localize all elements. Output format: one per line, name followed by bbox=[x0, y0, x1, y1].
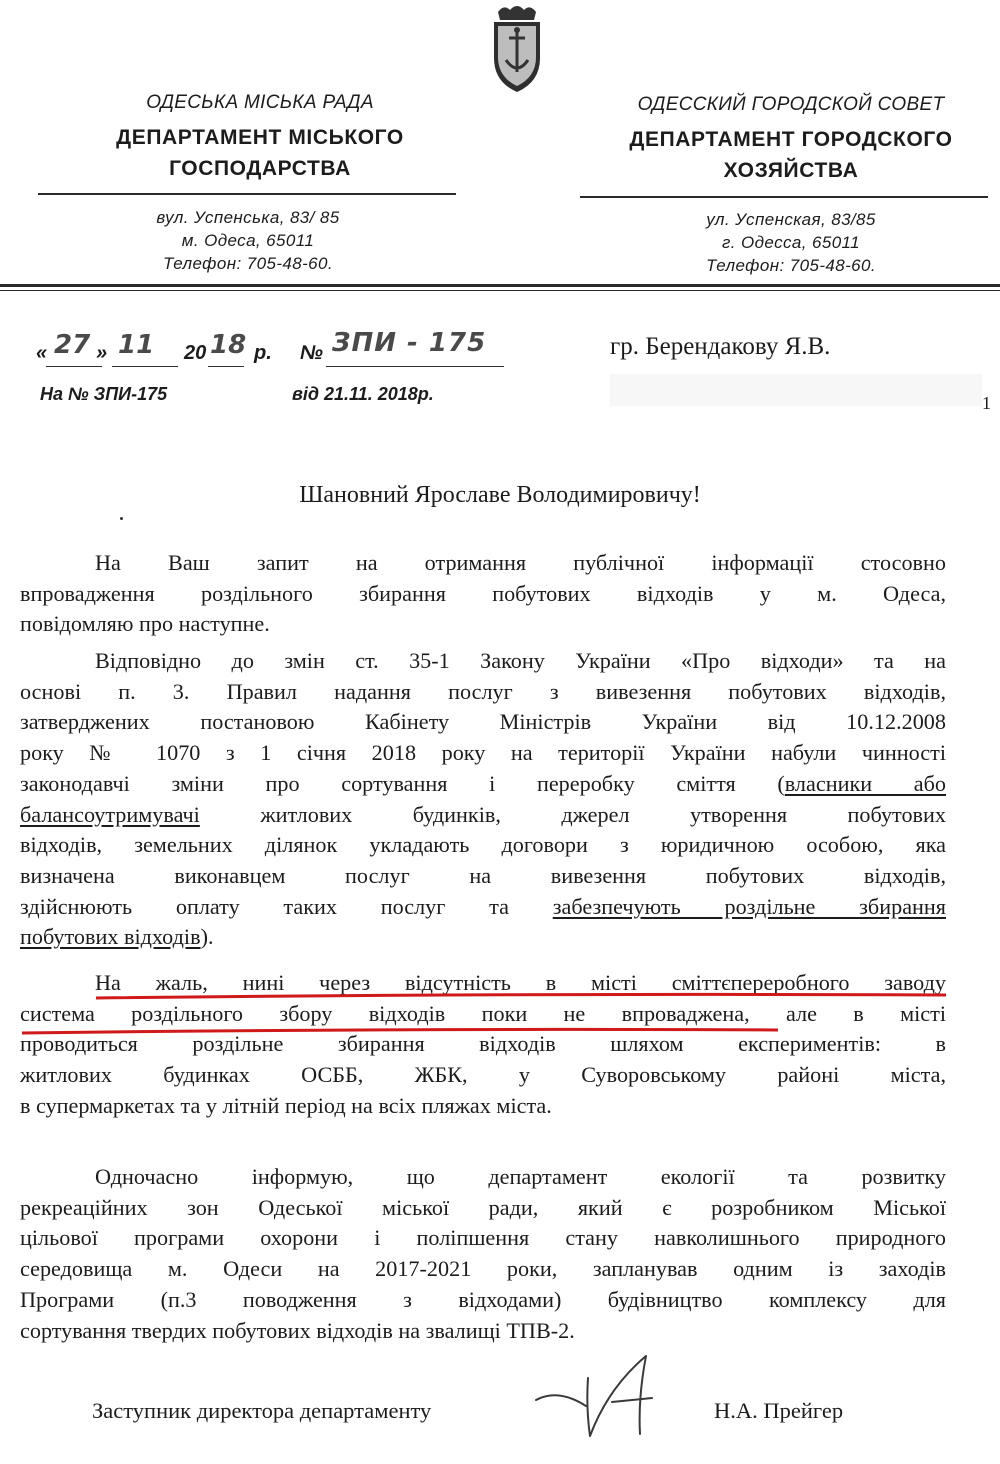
right-street: ул. Успенская, 83/85 bbox=[706, 210, 876, 229]
p2-line-6 bbox=[20, 800, 946, 831]
left-department-line2: ГОСПОДАРСТВА bbox=[169, 157, 351, 180]
p4-line-6: сортування твердих побутових відходів на звалищі ТПВ-2. bbox=[20, 1317, 575, 1343]
salutation: Шановний Ярославе Володимировичу! bbox=[299, 482, 701, 508]
right-header bbox=[596, 94, 986, 186]
paragraph-2 bbox=[20, 646, 946, 953]
date-year-handwritten: 18 bbox=[210, 330, 247, 360]
paragraph-4 bbox=[20, 1162, 946, 1346]
right-department-line1: ДЕПАРТАМЕНТ ГОРОДСКОГО bbox=[629, 128, 953, 151]
date-year-unit: р. bbox=[254, 342, 272, 364]
p4-line-4: середовища м. Одеси на 2017-2021 роки, запланував одним із заходів bbox=[20, 1256, 946, 1282]
reference-number: На № ЗПИ-175 bbox=[40, 384, 168, 404]
coat-of-arms-emblem bbox=[484, 2, 550, 94]
reference-line bbox=[40, 384, 560, 412]
p3-line-3: проводиться роздільне збирання відходів шляхом експериментів: в bbox=[20, 1031, 946, 1057]
recipient-name: гр. Берендакову Я.В. bbox=[610, 333, 831, 360]
p1-line-1: На Ваш запит на отримання публічної інформації стосовно bbox=[95, 550, 946, 575]
number-label: № bbox=[300, 342, 323, 364]
p2-underlined-balance-holders: балансоутримувачі bbox=[20, 801, 200, 827]
red-underline-line-1 bbox=[96, 994, 946, 998]
left-phone: Телефон: 705-48-60. bbox=[162, 254, 334, 273]
p2-line-5 bbox=[20, 769, 946, 800]
p3-line-5: в супермаркетах та у літній період на всіх пляжах міста. bbox=[20, 1092, 552, 1118]
p2-underlined-owners: власники або bbox=[784, 770, 946, 796]
header-double-rule-top bbox=[0, 284, 1000, 287]
date-month-underline bbox=[112, 366, 178, 367]
paragraph-1 bbox=[20, 548, 946, 640]
signatory-position: Заступник директора департаменту bbox=[92, 1398, 432, 1423]
number-underline bbox=[326, 366, 504, 367]
p2-line-5-text: законодавчі зміни про сортування і переробку сміття ( bbox=[20, 770, 785, 796]
left-address-block bbox=[48, 206, 448, 275]
p3-line-2-text: , але в місті bbox=[744, 1000, 946, 1026]
left-city: м. Одеса, 65011 bbox=[181, 231, 315, 250]
p4-line-3: цільової програми охорони і поліпшення стану навколишнього природного bbox=[20, 1225, 946, 1251]
number-handwritten: ЗПИ - 175 bbox=[332, 328, 487, 358]
date-year-prefix: 20 bbox=[184, 342, 207, 364]
p2-line-7: відходів, земельних ділянок укладають договори з юридичною особою, яка bbox=[20, 832, 946, 858]
stray-dot bbox=[120, 517, 123, 520]
left-header bbox=[60, 92, 460, 184]
date-month-handwritten: 11 bbox=[118, 330, 155, 360]
redacted-address-area bbox=[610, 374, 982, 406]
p4-line-5: Програми (п.3 поводження з відходами) будівництво комплексу для bbox=[20, 1286, 946, 1312]
p1-line-2: впровадження роздільного збирання побутових відходів у м. Одеса, bbox=[20, 580, 946, 606]
red-underline-line-2 bbox=[22, 1029, 778, 1033]
date-day-handwritten: 27 bbox=[54, 330, 91, 360]
left-street: вул. Успенська, 83/ 85 bbox=[156, 208, 340, 227]
red-marker-underlines bbox=[0, 990, 1000, 1050]
left-department-line1: ДЕПАРТАМЕНТ МІСЬКОГО bbox=[116, 126, 404, 149]
page-mark: 1 bbox=[982, 393, 991, 413]
p2-line-10 bbox=[20, 922, 946, 953]
p2-underlined-household-waste: побутових відходів bbox=[20, 924, 201, 950]
reference-date: від 21.11. 2018р. bbox=[292, 384, 434, 404]
right-phone: Телефон: 705-48-60. bbox=[705, 256, 877, 275]
p2-line-3: затверджених постановою Кабінету Міністрів України від 10.12.2008 bbox=[20, 709, 946, 735]
outgoing-date-number bbox=[32, 330, 572, 374]
p4-line-2: рекреаційних зон Одеської міської ради, який є розробником Міської bbox=[20, 1194, 946, 1220]
handwritten-signature bbox=[528, 1348, 668, 1448]
p2-line-9 bbox=[20, 892, 946, 923]
left-header-divider bbox=[38, 193, 456, 195]
date-day-underline bbox=[46, 366, 102, 367]
p3-line-4: житлових будинках ОСББ, ЖБК, у Суворовському районі міста, bbox=[20, 1062, 946, 1088]
signatory-name: Н.А. Прейгер bbox=[714, 1398, 844, 1423]
p2-line-2: основі п. 3. Правил надання послуг з вивезення побутових відходів, bbox=[20, 678, 946, 704]
p2-line-6-text: житлових будинків, джерел утворення побутових bbox=[199, 801, 946, 827]
right-council-name: ОДЕССКИЙ ГОРОДСКОЙ СОВЕТ bbox=[637, 94, 945, 115]
p3-line-1: На жаль, нині через відсутність в місті сміттєпереробного заводу bbox=[95, 970, 946, 995]
right-city: г. Одесса, 65011 bbox=[721, 233, 861, 252]
date-open-quote: « bbox=[36, 342, 48, 364]
p4-line-1: Одночасно інформую, що департамент екології та розвитку bbox=[95, 1164, 946, 1189]
right-header-divider bbox=[580, 196, 988, 198]
date-close-quote: » bbox=[96, 342, 108, 364]
p2-line-8: визначена виконавцем послуг на вивезення побутових відходів, bbox=[20, 862, 946, 888]
p2-line-1: Відповідно до змін ст. 35-1 Закону України «Про відходи» та на bbox=[95, 648, 946, 673]
header-double-rule-bottom bbox=[0, 290, 1000, 291]
date-year-underline bbox=[208, 366, 244, 367]
p1-line-3: повідомляю про наступне. bbox=[20, 611, 270, 637]
p2-underlined-ensure-separate: забезпечують роздільне збирання bbox=[552, 893, 946, 919]
p2-line-9-text: здійснюють оплату таких послуг та bbox=[20, 893, 553, 919]
p2-line-4: року № 1070 з 1 січня 2018 року на території України набули чинності bbox=[20, 740, 946, 766]
p3-highlighted-phrase: система роздільного збору відходів поки не впроваджена bbox=[20, 1000, 745, 1026]
left-council-name: ОДЕСЬКА МІСЬКА РАДА bbox=[146, 92, 374, 113]
right-department-line2: ХОЗЯЙСТВА bbox=[723, 159, 859, 182]
p2-line-10-text: ). bbox=[200, 924, 214, 950]
right-address-block bbox=[596, 208, 986, 277]
